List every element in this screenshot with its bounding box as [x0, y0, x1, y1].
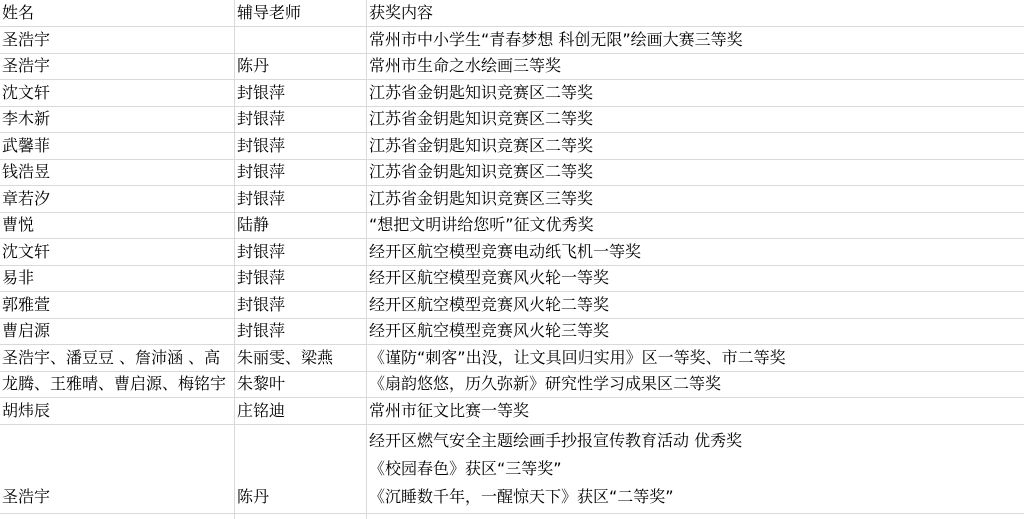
cell-tutor[interactable]: 陆静: [237, 216, 270, 234]
cell-name[interactable]: 圣浩宇: [2, 57, 51, 75]
column-divider: [234, 0, 235, 519]
cell-tutor[interactable]: 陈丹: [237, 57, 270, 75]
cell-award[interactable]: 经开区航空模型竞赛风火轮二等奖: [369, 296, 610, 314]
cell-award[interactable]: 《谨防“刺客”出没，让文具回归实用》区一等奖、市二等奖: [369, 349, 786, 367]
cell-award[interactable]: 《扇韵悠悠，历久弥新》研究性学习成果区二等奖: [369, 375, 722, 393]
cell-tutor[interactable]: 封银萍: [237, 163, 286, 181]
row-divider: [0, 265, 1024, 266]
cell-tutor[interactable]: 封银萍: [237, 84, 286, 102]
row-divider: [0, 79, 1024, 80]
cell-award-line[interactable]: 经开区燃气安全主题绘画手抄报宣传教育活动 优秀奖: [369, 432, 743, 450]
cell-tutor[interactable]: 封银萍: [237, 137, 286, 155]
cell-tutor[interactable]: 封银萍: [237, 269, 286, 287]
cell-award-line[interactable]: 《沉睡数千年，一醒惊天下》获区“二等奖”: [369, 488, 674, 506]
row-divider: [0, 159, 1024, 160]
row-divider: [0, 344, 1024, 345]
cell-name[interactable]: 圣浩宇: [2, 31, 51, 49]
cell-name[interactable]: 曹启源: [2, 322, 51, 340]
cell-award[interactable]: 常州市中小学生“青春梦想 科创无限”绘画大赛三等奖: [369, 31, 743, 49]
cell-award[interactable]: 江苏省金钥匙知识竞赛区二等奖: [369, 137, 594, 155]
cell-name[interactable]: 易非: [2, 269, 35, 287]
cell-name[interactable]: 钱浩昱: [2, 163, 51, 181]
row-divider: [0, 26, 1024, 27]
row-divider: [0, 291, 1024, 292]
cell-award[interactable]: 江苏省金钥匙知识竞赛区三等奖: [369, 190, 594, 208]
cell-name[interactable]: 章若汐: [2, 190, 51, 208]
cell-tutor[interactable]: 庄铭迪: [237, 402, 286, 420]
cell-tutor[interactable]: 朱黎叶: [237, 375, 286, 393]
row-divider: [0, 318, 1024, 319]
cell-award[interactable]: 经开区航空模型竞赛风火轮一等奖: [369, 269, 610, 287]
cell-award[interactable]: 江苏省金钥匙知识竞赛区二等奖: [369, 84, 594, 102]
row-divider: [0, 132, 1024, 133]
cell-award-line[interactable]: 《校园春色》获区“三等奖”: [369, 460, 562, 478]
cell-award[interactable]: 经开区航空模型竞赛风火轮三等奖: [369, 322, 610, 340]
header-name[interactable]: 姓名: [2, 4, 35, 22]
row-divider: [0, 106, 1024, 107]
row-divider: [0, 371, 1024, 372]
row-divider: [0, 513, 1024, 514]
cell-tutor[interactable]: 封银萍: [237, 296, 286, 314]
cell-name[interactable]: 曹悦: [2, 216, 35, 234]
row-divider: [0, 212, 1024, 213]
row-divider: [0, 238, 1024, 239]
row-divider: [0, 53, 1024, 54]
cell-award[interactable]: “想把文明讲给您听”征文优秀奖: [369, 216, 594, 234]
row-divider: [0, 185, 1024, 186]
cell-name[interactable]: 圣浩宇、潘豆豆 、詹沛涵 、高: [2, 349, 221, 367]
cell-name[interactable]: 圣浩宇: [2, 488, 51, 506]
header-tutor[interactable]: 辅导老师: [237, 4, 302, 22]
cell-tutor[interactable]: 封银萍: [237, 243, 286, 261]
cell-name[interactable]: 龙腾、王雅晴、曹启源、梅铭宇: [2, 375, 227, 393]
column-divider: [366, 0, 367, 519]
cell-tutor[interactable]: 封银萍: [237, 322, 286, 340]
header-award[interactable]: 获奖内容: [369, 4, 434, 22]
cell-award[interactable]: 经开区航空模型竞赛电动纸飞机一等奖: [369, 243, 642, 261]
row-divider: [0, 424, 1024, 425]
cell-name[interactable]: 胡炜辰: [2, 402, 51, 420]
cell-name[interactable]: 武馨菲: [2, 137, 51, 155]
cell-name[interactable]: 沈文轩: [2, 84, 51, 102]
cell-award[interactable]: 江苏省金钥匙知识竞赛区二等奖: [369, 110, 594, 128]
cell-tutor[interactable]: 陈丹: [237, 488, 270, 506]
cell-award[interactable]: 常州市生命之水绘画三等奖: [369, 57, 562, 75]
cell-name[interactable]: 郭雅萱: [2, 296, 51, 314]
cell-award[interactable]: 常州市征文比赛一等奖: [369, 402, 530, 420]
cell-award[interactable]: 江苏省金钥匙知识竞赛区二等奖: [369, 163, 594, 181]
cell-name[interactable]: 李木新: [2, 110, 51, 128]
cell-tutor[interactable]: 封银萍: [237, 110, 286, 128]
row-divider: [0, 397, 1024, 398]
cell-name[interactable]: 沈文轩: [2, 243, 51, 261]
cell-tutor[interactable]: 朱丽雯、梁燕: [237, 349, 334, 367]
cell-tutor[interactable]: 封银萍: [237, 190, 286, 208]
